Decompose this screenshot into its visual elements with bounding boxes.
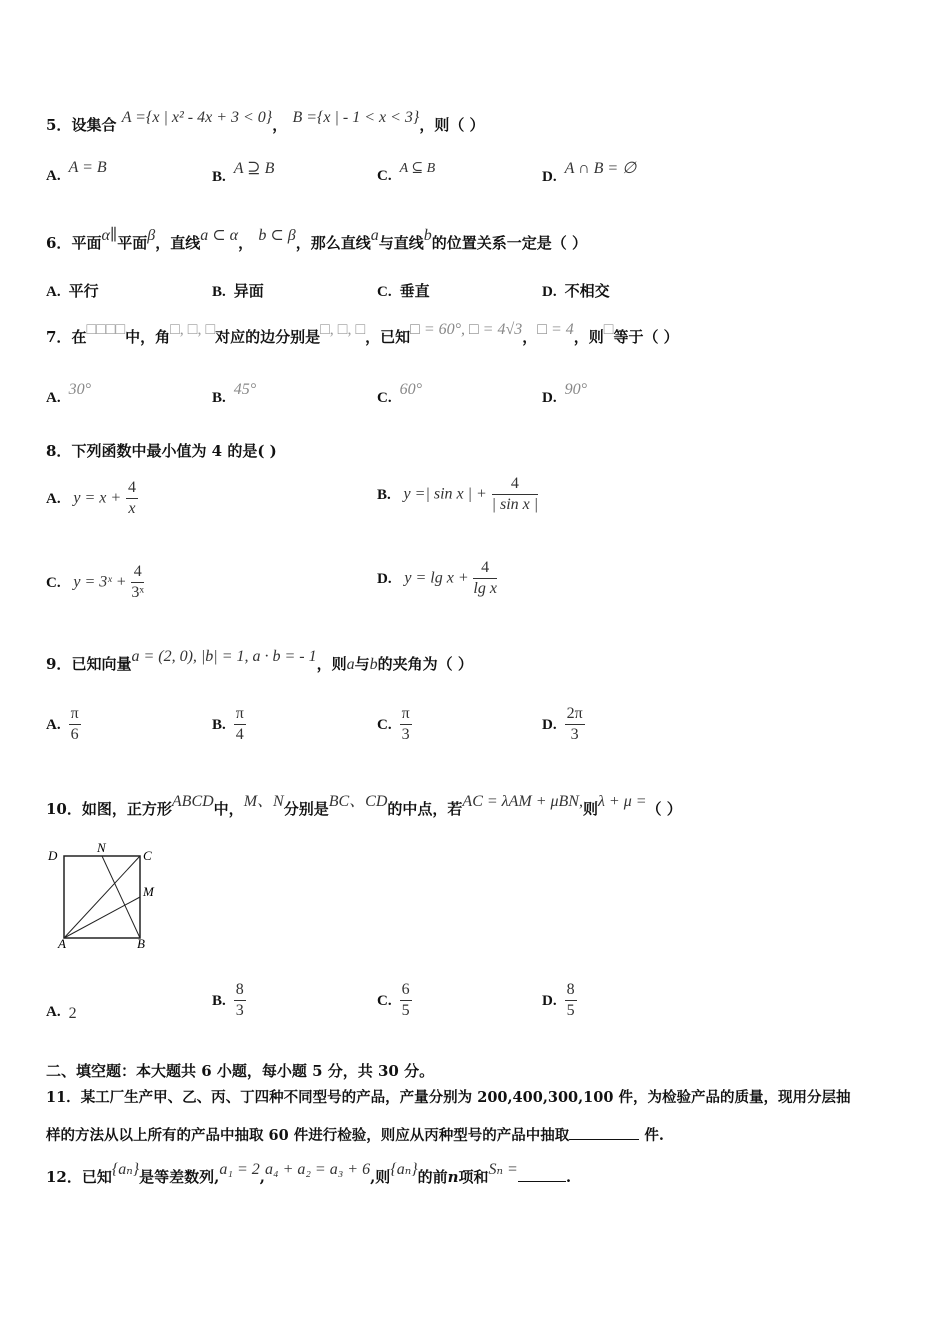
points-mn: M、N [243, 793, 284, 810]
question-11 [46, 1086, 851, 1107]
question-12 [46, 1161, 572, 1187]
q8-option-c [46, 562, 144, 603]
question-11-line-2 [46, 1124, 664, 1145]
option-text: 异面 [233, 282, 264, 300]
sum-sn: Sₙ = [488, 1161, 518, 1178]
fraction [234, 980, 246, 1021]
sequence: {aₙ} [111, 1161, 140, 1178]
option-label: B. [377, 486, 391, 503]
question-number: 12． [46, 1168, 82, 1186]
question-stem: 设集合 [71, 116, 117, 134]
option-label: C. [46, 574, 61, 591]
text: ，那么直线 [295, 234, 371, 252]
question-line-1: 某工厂生产甲、乙、丙、丁四种不同型号的产品，产量分别为 200,400,300,100 件，为检验产品的质量，现用分层抽 [80, 1089, 851, 1106]
numerator: 6 [400, 980, 412, 1001]
denominator: lg x [473, 580, 497, 597]
label-c: C [143, 848, 152, 863]
q5-option-c [377, 161, 436, 185]
question-8 [46, 440, 277, 461]
numerator: π [234, 704, 246, 725]
q5-option-b [212, 160, 275, 186]
text: 在 [71, 328, 87, 346]
q5-option-a [46, 159, 107, 185]
set-a-formula: A ={x | x² - 4x + 3 < 0} [121, 109, 273, 126]
label-d: D [48, 848, 58, 863]
text: 中， [213, 800, 244, 818]
q6-option-c [377, 280, 430, 301]
text: 项和 [458, 1168, 489, 1186]
option-text: 2 [68, 1005, 77, 1022]
option-label: A. [46, 168, 61, 184]
q8-option-b [377, 474, 538, 515]
option-text: 45° [233, 381, 257, 398]
q5-option-d [542, 160, 637, 186]
section-title: 二、填空题：本大题共 6 小题，每小题 5 分，共 30 分。 [46, 1062, 435, 1080]
alpha: α [101, 227, 110, 244]
line-am [64, 897, 140, 938]
option-label: D. [542, 992, 557, 1009]
denominator: 5 [401, 1002, 410, 1019]
numerator: 4 [126, 478, 138, 499]
question-number: 7． [46, 328, 72, 346]
square-name: ABCD [171, 793, 214, 810]
q10-option-a [46, 1002, 77, 1021]
option-text: 60° [399, 381, 422, 398]
vector-a: a [346, 656, 355, 673]
option-text: 平行 [68, 282, 99, 300]
vector-equation: AC = λAM + μBN, [462, 793, 583, 810]
fraction [565, 980, 577, 1021]
option-label: A. [46, 1004, 61, 1020]
fraction [565, 704, 585, 745]
text: ，则 [573, 328, 604, 346]
text: 等于（ ） [613, 328, 679, 346]
text: 分别是 [283, 800, 329, 818]
text: 与 [354, 655, 370, 673]
option-label: B. [212, 716, 226, 733]
denominator: 3ˣ [131, 584, 144, 601]
option-label: D. [542, 390, 557, 406]
option-text: 不相交 [564, 282, 610, 300]
vector-b: b [369, 656, 378, 673]
option-text: 垂直 [399, 282, 430, 300]
given-value: □ = 4 [537, 321, 574, 338]
option-label: D. [542, 169, 557, 185]
text: ,则 [370, 1168, 391, 1186]
fraction [400, 704, 412, 745]
denominator: 3 [235, 1002, 244, 1019]
question-number: 9． [46, 655, 72, 673]
fraction [473, 558, 497, 599]
numerator: π [400, 704, 412, 725]
text: 中，角 [125, 328, 171, 346]
q6-option-b [212, 280, 264, 301]
beta: β [147, 227, 156, 244]
option-lhs: y = 3ˣ + [73, 573, 127, 591]
q7-option-a [46, 381, 91, 407]
question-line-2: 样的方法从以上所有的产品中抽取 60 件进行检验，则应从丙种型号的产品中抽取 [46, 1127, 570, 1144]
option-label: D. [542, 716, 557, 733]
denominator: 3 [401, 726, 410, 743]
option-text: 30° [68, 381, 91, 398]
condition-2: a₄ + a₂ = a₃ + 6 [265, 1161, 371, 1178]
line-bn [102, 856, 140, 938]
sides-bc-cd: BC、CD [328, 793, 388, 810]
q9-option-c [377, 704, 412, 745]
sequence: {aₙ} [390, 1161, 418, 1178]
text: 对应的边分别是 [215, 328, 321, 346]
set-b-formula: B ={x | - 1 < x < 3} [292, 109, 420, 126]
missing-glyph-triangle: □□□□ [86, 321, 126, 338]
label-m: M [143, 884, 154, 899]
answer-blank[interactable] [518, 1181, 566, 1182]
question-6 [46, 227, 587, 253]
q10-option-d [542, 980, 577, 1021]
option-label: C. [377, 716, 392, 733]
text: 已知 [81, 1168, 112, 1186]
denominator: x [128, 500, 136, 517]
var-n: n [447, 1168, 459, 1186]
numerator: π [69, 704, 81, 725]
line-ac [64, 856, 140, 938]
a-subset-alpha: a ⊂ α [200, 227, 239, 244]
option-label: D. [542, 284, 557, 300]
label-b: B [137, 936, 145, 950]
text: 平面 [71, 234, 102, 252]
text: 则 [582, 800, 598, 818]
option-label: A. [46, 390, 61, 406]
q10-option-b [212, 980, 246, 1021]
option-lhs: y = x + [73, 489, 122, 507]
denominator: 6 [70, 726, 79, 743]
text: （ ） [646, 800, 682, 818]
fraction [400, 980, 412, 1021]
q8-option-a [46, 478, 138, 519]
option-label: D. [377, 570, 392, 587]
text: . [565, 1168, 572, 1186]
option-label: B. [212, 992, 226, 1009]
text: 是等差数列, [139, 1168, 220, 1186]
separator: ， [272, 116, 288, 134]
question-number: 10． [46, 800, 82, 818]
question-number: 8． [46, 442, 72, 460]
text: , [259, 1168, 265, 1186]
option-label: C. [377, 284, 392, 300]
question-stem: 已知向量 [71, 655, 132, 673]
q9-option-a [46, 704, 81, 745]
q9-option-b [212, 704, 246, 745]
option-text: A ∩ B = ∅ [564, 160, 637, 177]
q6-option-d [542, 280, 610, 301]
text: ，则 [316, 655, 347, 673]
text: 与直线 [378, 234, 424, 252]
label-a: A [58, 936, 66, 950]
question-number: 11． [46, 1089, 81, 1106]
option-label: B. [212, 390, 226, 406]
option-label: A. [46, 490, 61, 507]
denominator: 3 [570, 726, 579, 743]
text: 的位置关系一定是（ ） [431, 234, 587, 252]
fraction [126, 478, 138, 519]
text: ，已知 [365, 328, 411, 346]
fraction [131, 562, 144, 603]
question-number: 5． [46, 116, 72, 134]
option-lhs: y =| sin x | + [403, 485, 487, 503]
text: 件. [644, 1127, 664, 1144]
question-stem: 下列函数中最小值为 4 的是( ) [71, 442, 277, 460]
question-tail: ，则（ ） [419, 116, 485, 134]
answer-blank[interactable] [569, 1139, 639, 1140]
label-n: N [97, 840, 106, 855]
option-label: B. [212, 284, 226, 300]
text: ， [238, 234, 254, 252]
numerator: 4 [131, 562, 144, 583]
text: 的前 [417, 1168, 448, 1186]
text: ， [522, 328, 538, 346]
missing-glyph-sides: □, □, □ [320, 321, 366, 338]
q7-option-c [377, 381, 422, 407]
numerator: 4 [473, 558, 497, 579]
option-label: C. [377, 390, 392, 406]
numerator: 8 [234, 980, 246, 1001]
q7-option-d [542, 381, 587, 407]
fraction [234, 704, 246, 745]
denominator: 5 [566, 1002, 575, 1019]
fraction [69, 704, 81, 745]
var-b: b [423, 227, 432, 244]
square-figure [44, 840, 174, 950]
option-text: 90° [564, 381, 587, 398]
text: 如图，正方形 [81, 800, 172, 818]
question-number: 6． [46, 234, 72, 252]
option-label: C. [377, 168, 392, 184]
condition-1: a₁ = 2 [219, 1161, 260, 1178]
lambda-plus-mu: λ + μ = [597, 793, 647, 810]
option-lhs: y = lg x + [404, 569, 469, 587]
option-label: B. [212, 169, 226, 185]
denominator: | sin x | [491, 496, 539, 513]
option-text: A ⊇ B [233, 160, 275, 177]
numerator: 2π [565, 704, 585, 725]
numerator: 4 [492, 474, 539, 495]
vector-condition: a = (2, 0), |b| = 1, a · b = - 1 [131, 648, 317, 665]
missing-glyph-angles: □, □, □ [170, 321, 216, 338]
given-values: □ = 60°, □ = 4√3 [410, 321, 523, 338]
numerator: 8 [565, 980, 577, 1001]
missing-glyph: □ [603, 321, 614, 338]
question-5 [46, 109, 485, 135]
q10-option-c [377, 980, 412, 1021]
denominator: 4 [235, 726, 244, 743]
question-10 [46, 793, 682, 819]
q9-option-d [542, 704, 585, 745]
option-text: A = B [68, 159, 107, 176]
option-label: A. [46, 716, 61, 733]
fraction [492, 474, 539, 515]
parallel-symbol: ∥ [109, 227, 118, 244]
q8-option-d [377, 558, 497, 599]
option-label: C. [377, 992, 392, 1009]
question-9 [46, 648, 473, 674]
text: 的中点，若 [387, 800, 463, 818]
option-text: A ⊆ B [399, 161, 436, 176]
option-label: A. [46, 284, 61, 300]
b-subset-beta: b ⊂ β [258, 227, 296, 244]
text: ，直线 [155, 234, 201, 252]
question-7 [46, 321, 679, 347]
var-a: a [370, 227, 379, 244]
text: 的夹角为（ ） [377, 655, 473, 673]
text: 平面 [117, 234, 148, 252]
q7-option-b [212, 381, 257, 407]
q6-option-a [46, 280, 99, 301]
